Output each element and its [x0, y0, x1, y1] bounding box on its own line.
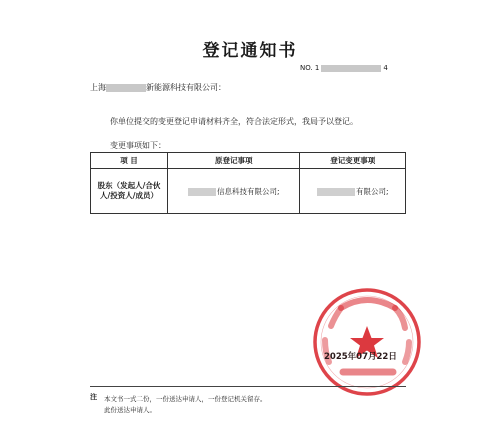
document-number-suffix: 4 [383, 64, 388, 72]
header-original: 原登记事项 [168, 153, 300, 169]
note-line-1: 本文书一式二份，一份送达申请人，一份登记机关留存。 [104, 395, 267, 403]
document-number [300, 64, 388, 72]
redacted-block [321, 65, 381, 72]
table-row [91, 169, 406, 214]
seal-date: 2025年07月22日 [324, 352, 397, 362]
cell-original [168, 169, 300, 214]
official-seal [311, 286, 423, 398]
cell-changed-text: 有限公司; [355, 186, 389, 196]
addressee [90, 82, 226, 93]
note-line-2: 此份送达申请人。 [104, 406, 156, 414]
redacted-block [188, 188, 216, 196]
document-number-prefix: NO. 1 [300, 64, 320, 72]
changes-table [90, 152, 406, 214]
header-changed: 登记变更事项 [300, 153, 406, 169]
redacted-block [106, 84, 146, 92]
addressee-suffix: 新能源科技有限公司： [146, 83, 226, 92]
document-title: 登记通知书 [202, 41, 298, 61]
changes-label: 变更事项如下： [110, 141, 166, 150]
cell-changed [300, 169, 406, 214]
addressee-prefix: 上海 [90, 83, 106, 92]
header-item: 项 目 [91, 153, 168, 169]
cell-item: 股东（发起人/合伙人/投资人/成员） [91, 169, 168, 214]
redacted-block [317, 188, 355, 196]
divider [90, 386, 406, 387]
cell-original-text: 信息科技有限公司; [216, 186, 280, 196]
note-label: 注 [90, 393, 97, 401]
body-text: 你单位提交的变更登记申请材料齐全，符合法定形式，我局予以登记。 [110, 117, 358, 126]
table-header-row [91, 153, 406, 169]
